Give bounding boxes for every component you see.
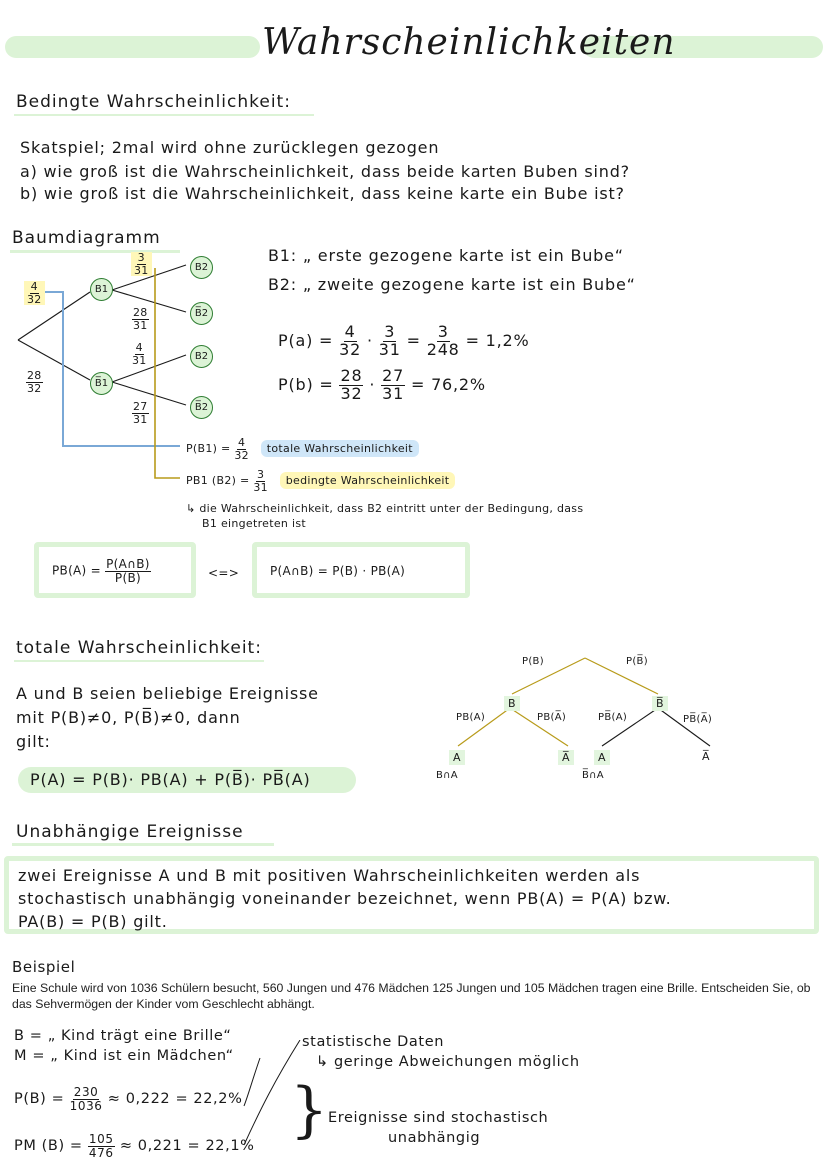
- total-formula: P(A) = P(B)· PB(A) + P(B̅)· PB̅(A): [30, 770, 311, 789]
- calc-a-f2-den: 31: [378, 339, 401, 359]
- calc-b-f1-den: 32: [340, 383, 363, 403]
- tree-node-b1: B1: [90, 278, 113, 301]
- calc-p-b: [14, 1086, 242, 1112]
- curly-brace-icon: }: [290, 1075, 329, 1145]
- p-first-not-bube: [26, 370, 43, 394]
- p-b2bar-den: 31: [133, 318, 148, 332]
- p-first-num: 4: [30, 280, 38, 293]
- page-title: Wahrscheinlichkeiten: [262, 22, 676, 63]
- p-b2-after-num: 4: [135, 341, 143, 354]
- independent-heading-underline: [12, 843, 274, 846]
- pb1-num: 4: [238, 436, 246, 449]
- p-b2bar-given-b1bar: [132, 401, 149, 425]
- independent-def-line-3: PA(B) = P(B) gilt.: [18, 912, 168, 931]
- calc-a-f1-num: 4: [344, 322, 356, 341]
- independent-def-line-1: zwei Ereignisse A und B mit positiven Wahrscheinlichkeiten werden als: [18, 866, 641, 885]
- total-tree-leaf-2: A̅: [558, 750, 574, 765]
- p-b2-after-den: 31: [132, 353, 147, 367]
- definition-m-event: M = „ Kind ist ein Mädchen“: [14, 1048, 234, 1064]
- pb1-tag: totale Wahrscheinlichkeit: [261, 440, 419, 457]
- calc-a-f1-den: 32: [339, 339, 362, 359]
- total-heading: totale Wahrscheinlichkeit:: [16, 638, 262, 658]
- tree-node-b1-bar: B̅1: [90, 372, 113, 395]
- explanation-line-1: ↳ die Wahrscheinlichkeit, dass B2 eintritt unter der Bedingung, dass: [186, 502, 584, 515]
- pb1b2-den: 31: [253, 480, 268, 494]
- total-tree-leaf-1-sub: B∩A: [436, 770, 458, 781]
- total-tree-leaf-4: A̅: [702, 750, 710, 763]
- question-b: b) wie groß ist die Wahrscheinlichkeit, dass keine karte ein Bube ist?: [20, 184, 625, 203]
- total-tree-node-b-bar: B̅: [652, 696, 668, 711]
- calc-p-b-num: 230: [73, 1085, 99, 1099]
- total-tree-pb-abar: PB(A̅): [537, 712, 567, 723]
- formula-left: [52, 558, 151, 584]
- pb1-den: 32: [234, 448, 249, 462]
- tree-node-b2bar-top: B̅2: [190, 302, 213, 325]
- formula-right: P(A∩B) = P(B) · PB(A): [270, 564, 406, 578]
- formula-left-den: P(B): [114, 570, 141, 585]
- example-text: Eine Schule wird von 1036 Schülern besucht, 560 Jungen und 476 Mädchen 125 Jungen und 105 Mädchen tragen eine Brille. Entscheiden Sie, ob das Sehvermögen der Kinder vom Geschlecht abhängt.: [12, 981, 811, 1011]
- statistics-note-line-2: ↳ geringe Abweichungen möglich: [316, 1054, 580, 1070]
- calc-p-b-den: 1036: [69, 1098, 103, 1113]
- statistics-note-line-1: statistische Daten: [302, 1034, 445, 1050]
- calc-pm-b-result: ≈ 0,221 = 22,1%: [119, 1138, 255, 1155]
- calc-a-f3-den: 248: [426, 339, 460, 359]
- p-b2bar-after-den: 31: [133, 412, 148, 426]
- total-tree-pbbar-a: PB̅(A): [598, 712, 628, 723]
- pb1b2-tag: bedingte Wahrscheinlichkeit: [280, 472, 456, 489]
- example-heading: Beispiel: [12, 958, 76, 976]
- p-first-bar-den: 32: [27, 381, 42, 395]
- total-text-line-3: gilt:: [16, 732, 51, 751]
- calc-a-f2-num: 3: [384, 322, 396, 341]
- tree-node-b2-bottom: B2: [190, 345, 213, 368]
- equivalence-arrow: <=>: [208, 566, 240, 580]
- calc-b-f1-num: 28: [340, 366, 363, 385]
- definition-b2: B2: „ zweite gezogene karte ist ein Bube“: [268, 275, 636, 294]
- independent-def-line-2: stochastisch unabhängig voneinander bezeichnet, wenn PB(A) = P(A) bzw.: [18, 889, 672, 908]
- p-b2bar-after-num: 27: [133, 400, 148, 413]
- skat-intro: Skatspiel; 2mal wird ohne zurücklegen gezogen: [20, 138, 440, 157]
- explanation-line-2: B1 eingetreten ist: [202, 517, 306, 530]
- calc-a-lhs: P(a) =: [278, 330, 334, 350]
- p-first-bar-num: 28: [27, 369, 42, 382]
- total-heading-underline: [14, 660, 264, 662]
- calc-b: P(b) = $\frac{28}{32}$ · $\frac{27}{31}$ = 76,2%: [278, 366, 486, 403]
- calc-a: P(a) = $\frac{4}{32}$ · $\frac{3}{31}$ = $\frac{3}{248}$ = 1,2%: [278, 322, 530, 359]
- p-b2bar-num: 28: [133, 306, 148, 319]
- total-tree-pbbar-abar: PB̅(A̅): [683, 714, 713, 725]
- definition-b1: B1: „ erste gezogene karte ist ein Bube“: [268, 246, 624, 265]
- pb1-annotation: [186, 437, 419, 461]
- calc-p-b-result: ≈ 0,222 = 22,2%: [107, 1091, 243, 1108]
- calc-pm-b: [14, 1133, 255, 1159]
- p-b2-den: 31: [134, 263, 149, 277]
- total-tree-top-left: P(B): [522, 656, 544, 667]
- calc-pm-b-num: 105: [88, 1132, 114, 1146]
- calc-pm-b-den: 476: [88, 1145, 114, 1160]
- calc-p-b-lhs: P(B) =: [14, 1091, 65, 1108]
- conclusion-line-2: unabhängig: [388, 1130, 481, 1146]
- independent-heading: Unabhängige Ereignisse: [16, 822, 244, 842]
- calc-b-result: = 76,2%: [410, 374, 486, 394]
- pb1b2-annotation: [186, 469, 455, 493]
- calc-pm-b-lhs: PM (B) =: [14, 1138, 83, 1155]
- calc-a-result: = 1,2%: [465, 330, 530, 350]
- total-tree-leaf-1: A: [449, 750, 465, 765]
- pb1b2-num: 3: [256, 468, 265, 481]
- pb1b2-label: PB1 (B2) =: [186, 474, 250, 488]
- p-first-den: 32: [27, 292, 42, 306]
- total-text-line-1: A und B seien beliebige Ereignisse: [16, 684, 319, 703]
- calc-b-f2-den: 31: [382, 383, 405, 403]
- title-bar-left: [5, 36, 260, 58]
- p-b2-num: 3: [137, 251, 145, 264]
- p-b2bar-given-b1: [132, 307, 149, 331]
- calc-b-lhs: P(b) =: [278, 374, 334, 394]
- p-b2-given-b1: [131, 252, 152, 276]
- total-tree-leaf-3-sub: B̅∩A: [582, 770, 604, 781]
- total-tree-top-right: P(B̅): [626, 656, 648, 667]
- total-tree-node-b: B: [504, 696, 520, 711]
- conclusion-line-1: Ereignisse sind stochastisch: [328, 1110, 549, 1126]
- total-text-line-2: mit P(B)≠0, P(B̅)≠0, dann: [16, 708, 241, 727]
- total-tree-leaf-3: A: [594, 750, 610, 765]
- p-first-bube: [24, 281, 45, 305]
- conditional-heading: Bedingte Wahrscheinlichkeit:: [16, 92, 291, 112]
- tree-heading: Baumdiagramm: [12, 228, 161, 248]
- definition-b-event: B = „ Kind trägt eine Brille“: [14, 1028, 232, 1044]
- tree-node-b2bar-bottom: B̅2: [190, 396, 213, 419]
- question-a: a) wie groß ist die Wahrscheinlichkeit, dass beide karten Buben sind?: [20, 162, 630, 181]
- calc-b-f2-num: 27: [382, 366, 405, 385]
- total-tree-pb-a: PB(A): [456, 712, 486, 723]
- formula-left-num: P(A∩B): [106, 557, 150, 571]
- conditional-heading-underline: [14, 114, 314, 116]
- formula-left-lhs: PB(A) =: [52, 563, 102, 578]
- total-probability-tree-lines: [440, 650, 730, 770]
- calc-a-f3-num: 3: [437, 322, 449, 341]
- tree-node-b2-top: B2: [190, 256, 213, 279]
- pb1-label: P(B1) =: [186, 442, 231, 456]
- p-b2-given-b1bar: [132, 342, 147, 366]
